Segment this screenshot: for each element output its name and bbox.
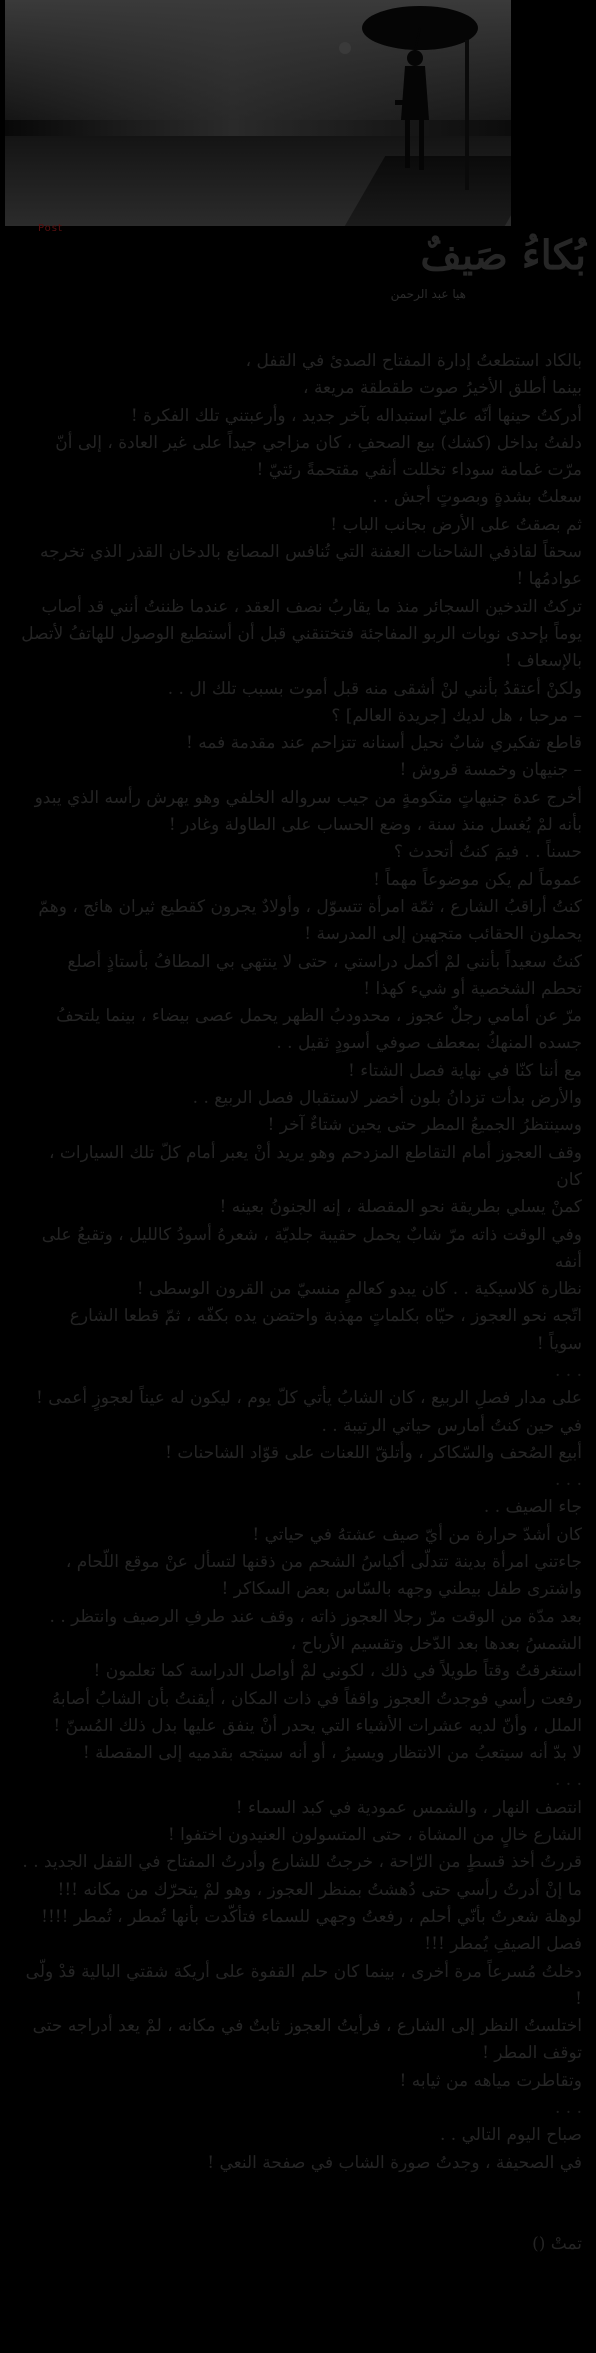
post-title: بُكاءُ صَيفٌ <box>420 232 586 279</box>
post-author: هيا عبد الرحمن <box>390 287 466 301</box>
story-line: في حين كنتُ أمارس حياتي الرتيبة . . <box>321 1415 582 1436</box>
post-body <box>20 348 582 2259</box>
story-line: وفي الوقت ذاته مرّ شابٌ يحمل حقيبة جلديّة ، شعرهُ أسودُ كالليل ، وتقبعُ على أنفه <box>41 1224 582 1272</box>
story-line: اتّجه نحو العجوز ، حيّاه بكلماتٍ مهذبة واحتضن يده بكفّه ، ثمّ قطعا الشارع <box>69 1306 582 1327</box>
story-line <box>20 2177 582 2204</box>
story-line: يوماً بإحدى نوبات الربو المفاجئة فتختنقني قبل أن أستطيع الوصول للهاتفُ لأتصل <box>21 623 582 644</box>
story-line: كان أشدّ حرارة من أيّ صيف عشتهُ في حياتي ! <box>252 1524 582 1545</box>
story-line: سوياً ! <box>536 1333 582 1354</box>
story-line: في الصحيفة ، وجدتُ صورة الشاب في صفحة النعي ! <box>207 2152 582 2173</box>
woman-with-umbrella-silhouette <box>5 0 511 226</box>
story-line: . . . <box>554 1360 582 1381</box>
story-line: تركتُ التدخين السجائر منذ ما يقاربُ نصف العقد ، عندما ظننتُ أنني قد أصاب <box>41 596 582 617</box>
story-line: اختلستُ النظر إلى الشارع ، فرأيتُ العجوز ثابتٌ في مكانه ، لمْ يعد أدراجه حتى <box>32 2016 582 2037</box>
story-line: الشارع خالٍ من المشاة ، حتى المتسولون العنيدون اختفوا ! <box>167 1825 582 1846</box>
story-line: أخرج عدة جنيهاتٍ متكومةٍ من جيب سرواله الخلفي وهو يهرش رأسه الذي يبدو <box>34 787 582 808</box>
story-line: دلفتُ بداخل (كشك) بيع الصحفِ ، كان مزاجي جيداً على غير العادة ، إلى أنّ <box>55 432 582 453</box>
story-line: عموماً لم يكن موضوعاً مهماً ! <box>373 869 582 890</box>
story-line: حسناً . . فيمَ كنتُ أتحدث ؟ <box>393 842 582 863</box>
story-line: توقف المطر ! <box>482 2043 582 2064</box>
story-line: تحطم الشخصية أو شيء كهذا ! <box>363 978 582 999</box>
story-line: الشمسُ بعدها بعد الدّخل وتقسيم الأرباح ، <box>290 1633 582 1654</box>
story-line: بالكاد استطعتُ إدارة المفتاح الصدئ في القفل ، <box>245 351 582 371</box>
story-line: . . . <box>554 2098 582 2118</box>
story-line: وسينتظرُ الجميعُ المطر حتى يحين شتاءٌ آخر ! <box>267 1115 582 1136</box>
story-line: عوادمُها ! <box>516 569 582 590</box>
story-line: جسده المنهكُ بمعطف صوفي أسودٍ ثقيل . . <box>276 1033 582 1054</box>
story-line: لوهلة شعرتُ بأنّي أحلم ، رفعتُ وجهي للسماء فتأكّدت بأنها تُمطر ، تُمطر !!!! <box>41 1906 582 1927</box>
story-line: يحملون الحقائب متجهين إلى المدرسة ! <box>304 924 582 945</box>
story-line: أبيع الصُحف والسّكاكر ، وأتلقّ اللعنات على قوّاد الشاحنات ! <box>165 1442 582 1463</box>
story-line: قررتُ أخذ قسطٍ من الرّاحة ، خرجتُ للشارع وأدرتُ المفتاح في القفل الجديد . . <box>22 1852 582 1873</box>
story-line: قاطع تفكيري شابٌ نحيل أسنانه تتزاحم عند مقدمة فمه ! <box>185 733 582 754</box>
story-line: استغرقتُ وقتاً طويلاً في ذلك ، لكوني لمْ أواصل الدراسة كما تعلمون ! <box>93 1661 582 1682</box>
story-line: صباح اليوم التالي . . <box>439 2125 582 2146</box>
story-line <box>20 2204 582 2231</box>
story-line: نظارة كلاسيكية . . كان يبدو كعالمٍ منسيّ من القرون الوسطى ! <box>136 1279 582 1300</box>
story-line: رفعت رأسي فوجدتُ العجوز واقفاً في ذات المكان ، أيقنتُ بأن الشابُ أصابهُ <box>51 1688 582 1709</box>
story-line: على مدار فصلِ الربيع ، كان الشابُ يأتي كلّ يوم ، ليكون له عيناً لعجوزٍ أعمى ! <box>36 1388 582 1409</box>
story-line: والأرض بدأت تزدانُ بلون أخضر لاستقبال فصل الربيع . . <box>192 1088 582 1109</box>
photo-caption: Post <box>38 223 63 234</box>
story-line: بينما أطلق الأخيرُ صوت طقطقة مريعة ، <box>303 378 582 399</box>
story-line: ثم بصقتُ على الأرض بجانب الباب ! <box>330 514 582 535</box>
story-line: – جنيهان وخمسة قروش ! <box>399 760 582 781</box>
story-line: مرّ عن أمامي رجلٌ عجوز ، محدودبُ الظهر يحمل عصى بيضاء ، بينما يلتحفُ <box>56 1006 582 1027</box>
story-line: تمتْ () <box>532 2234 582 2255</box>
header-photo <box>5 0 511 226</box>
story-line: بأنه لمْ يُغسل منذ سنة ، وضع الحساب على الطاولة وغادر ! <box>168 815 582 836</box>
story-line: انتصف النهار ، والشمس عمودية في كبد السماء ! <box>235 1797 582 1818</box>
story-line: لا بدّ أنه سيتعبُ من الانتظار ويسيرُ ، أو أنه سيتجه بقدميه إلى المقصلة ! <box>82 1743 582 1764</box>
story-line: وقف العجوز أمام التقاطع المزدحم وهو يريد أنْ يعبر أمام كلّ تلك السيارات ، كان <box>48 1142 582 1190</box>
story-line: الملل ، وأنّ لديه عشرات الأشياء التي يحدر أنْ ينفق عليها بدل ذلك المُسنّ ! <box>53 1715 582 1736</box>
story-line: مع أننا كنّا في نهاية فصل الشتاء ! <box>348 1060 582 1081</box>
story-line: جاء الصيف . . <box>483 1497 582 1518</box>
story-line: أدركتُ حينها أنّه عليّ استبداله بآخر جديد ، وأرعبتني تلك الفكرة ! <box>130 405 582 426</box>
story-line: . . . <box>554 1470 582 1491</box>
story-line: واشترى طفل بيطني وجهه بالسّاس بعض السكاكر ! <box>221 1579 582 1600</box>
story-line: ولكنْ أعتقدُ بأنني لنْ أشقى منه قبل أموت بسبب تلك ال . . <box>167 678 582 699</box>
story-line: كنتُ سعيداً بأنني لمْ أكمل دراستي ، حتى لا ينتهي بي المطافُ بأستاذٍ أصلع <box>67 951 582 972</box>
story-line: وتقاطرت مياهه من ثيابه ! <box>399 2070 582 2091</box>
story-line: سحقاً لقاذفي الشاحنات العفنة التي تُنافس المصانع بالدخان القذر الذي تخرجه <box>39 542 582 563</box>
story-line: دخلتُ مُسرعاً مرة أخرى ، بينما كان حلم القفوة على أريكة شقتي البالية قدْ ولّى ! <box>25 1961 582 2009</box>
story-line: ما إنْ أدرتُ رأسي حتى دُهشتُ بمنظر العجوز ، وهو لمْ يتحرّك من مكانه !!! <box>57 1879 582 1900</box>
story-line: بالإسعاف ! <box>504 651 582 672</box>
story-line: بعد مدّة من الوقت مرّ رجلا العجوز ذاته ، وقف عند طرفِ الرصيف وانتظر . . <box>49 1606 582 1627</box>
story-line: كمنْ يسلي بطريقة نحو المقصلة ، إنه الجنونُ بعينه ! <box>219 1197 582 1218</box>
story-line: – مرحبا ، هل لديك [جريدة العالم] ؟ <box>331 705 582 726</box>
story-line: . . . <box>554 1770 582 1791</box>
story-line: فصل الصيفِ يُمطر !!! <box>424 1934 582 1955</box>
story-line: كنتُ أراقبُ الشارع ، ثمّة امرأة تتسوّل ، وأولادٌ يجرون كقطيع ثيران هائج ، وهمّ <box>38 896 582 917</box>
story-line: سعلتُ بشدةٍ وبصوتٍ أجش . . <box>372 487 582 508</box>
story-line: جاءتني امرأة بدينة تتدلّى أكياسُ الشحم من ذقنها لتسأل عنْ موقع اللّحام ، <box>65 1552 582 1573</box>
story-line: مرّت غمامة سوداء تخللت أنفي مقتحمةً رئتيّ ! <box>256 460 582 481</box>
